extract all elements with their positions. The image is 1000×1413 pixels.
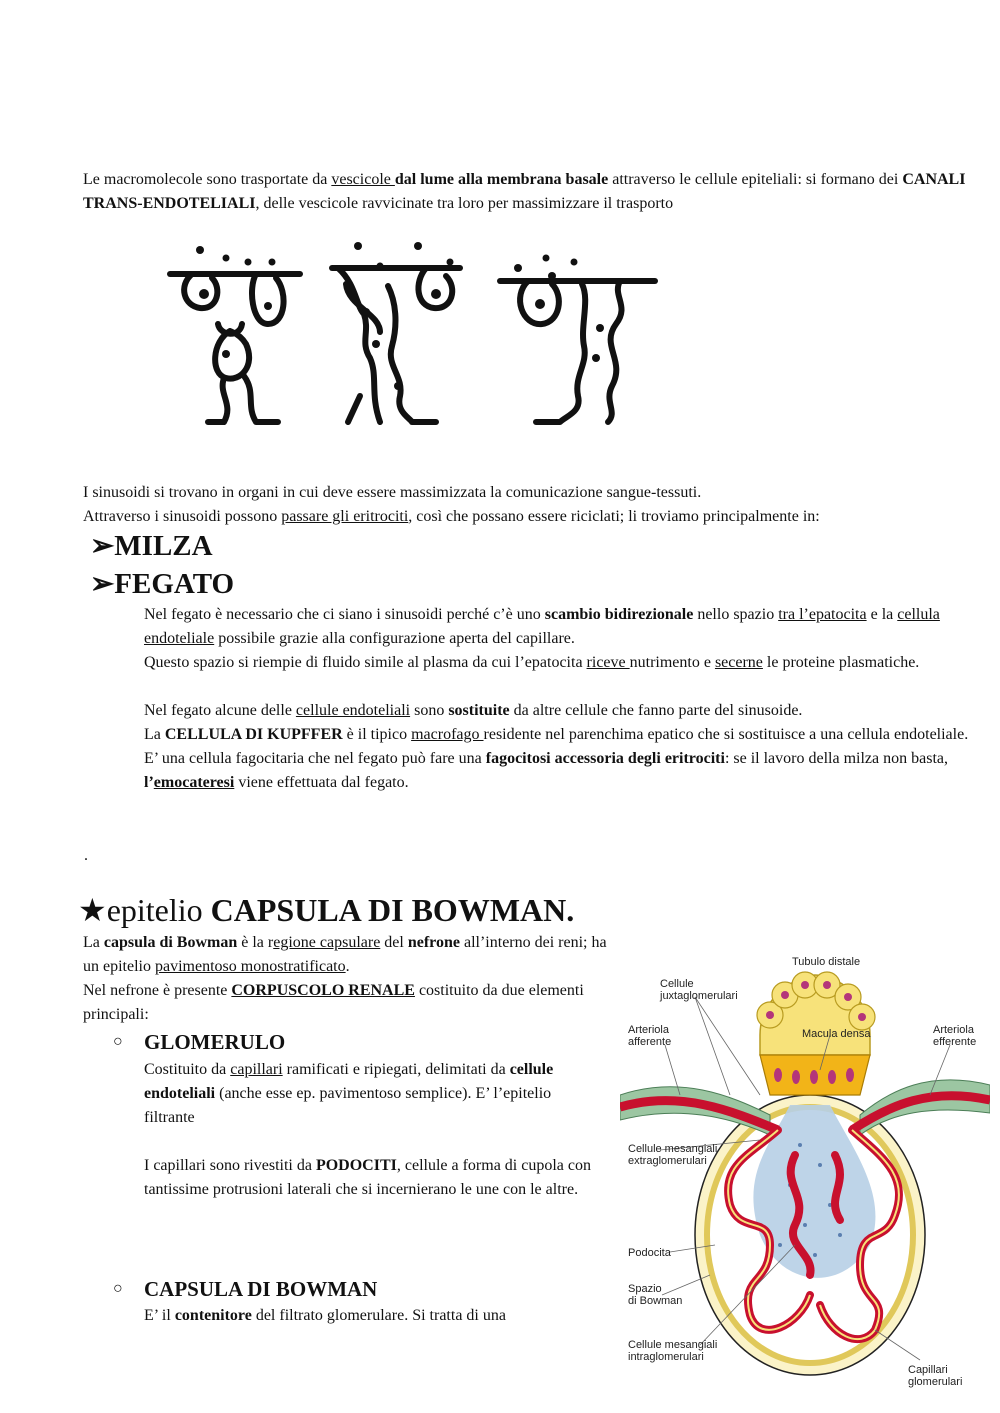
- glomerulo-text: I capillari sono rivestiti da: [144, 1157, 316, 1174]
- fegato-bold-part: l’: [144, 774, 154, 791]
- bowman-bold: capsula di Bowman: [103, 934, 238, 951]
- fegato-underline: riceve: [586, 654, 630, 671]
- intro-underline: vescicole: [331, 171, 395, 188]
- label-spazio-line: di Bowman: [628, 1295, 683, 1307]
- capsula-bullet: ○: [113, 1280, 123, 1297]
- fegato-text: viene effettuata dal fegato.: [234, 774, 409, 791]
- glomerulo-paragraph-1: [144, 1058, 604, 1130]
- fegato-bold: fagocitosi accessoria degli eritrociti: [485, 750, 725, 767]
- sinusoidi-text-2: , così che possano essere riciclati; li troviamo principalmente in:: [408, 508, 820, 525]
- fegato-underline: macrofago: [411, 726, 484, 743]
- bullet-fegato: ➢FEGATO: [90, 568, 235, 600]
- label-intra-line: intraglomerulari: [628, 1351, 704, 1363]
- bowman-underline: pavimentoso monostratificato: [154, 958, 346, 975]
- bowman-text: Nel nefrone è presente: [83, 982, 232, 999]
- label-capillari: [908, 1364, 962, 1388]
- bowman-text: La: [83, 934, 104, 951]
- fegato-paragraph-4: [144, 723, 984, 795]
- label-capillari-line: glomerulari: [908, 1376, 963, 1388]
- podociti-bold: PODOCITI: [315, 1157, 397, 1174]
- label-eff-line: Arteriola: [933, 1024, 974, 1036]
- renal-corpuscle-diagram: [620, 945, 990, 1395]
- glomerulo-underline: capillari: [230, 1061, 283, 1078]
- fegato-bold: [144, 774, 234, 791]
- fegato-bold: scambio bidirezionale: [544, 606, 694, 623]
- label-aff: [628, 1024, 671, 1048]
- capsula-bold: contenitore: [174, 1307, 252, 1324]
- fegato-text: da altre cellule che fanno parte del sinusoide.: [509, 702, 803, 719]
- label-spazio-line: Spazio: [628, 1283, 662, 1295]
- glomerulo-spacer: [144, 1130, 604, 1154]
- bowman-intro: [83, 931, 608, 1027]
- star-icon: ★: [78, 892, 107, 928]
- fegato-text: residente nel parenchima epatico che si sostituisce a una cellula endoteliale. E’ una cellula fagocitaria che nel fegato può fare una: [144, 726, 969, 767]
- label-macula-line: Macula densa: [802, 1028, 871, 1040]
- fegato-text: nello spazio: [693, 606, 779, 623]
- bowman-underline: egione capsulare: [273, 934, 381, 951]
- glomerulo-text: , cellule a forma di cupola con tantissime protrusioni laterali che si incernierano le une con le altre.: [144, 1157, 591, 1198]
- label-extra-line: Cellule mesangiali: [628, 1143, 718, 1155]
- bullet-milza: ➢MILZA: [90, 530, 213, 562]
- fegato-text: sono: [410, 702, 449, 719]
- bowman-text: all’interno dei reni; ha un epitelio: [83, 934, 607, 975]
- label-capillari-line: Capillari: [908, 1364, 948, 1376]
- fegato-bold-underline: emocateresi: [153, 774, 235, 791]
- intro-text-3: , delle vescicole ravvicinate tra loro per massimizzare il trasporto: [255, 195, 674, 212]
- fegato-text: Questo spazio si riempie di fluido simile al plasma da cui l’epatocita: [144, 654, 587, 671]
- fegato-text: e la: [866, 606, 898, 623]
- fegato-text: possibile grazie alla configurazione aperta del capillare.: [214, 630, 575, 647]
- fegato-paragraph-2: [144, 651, 984, 675]
- label-podocita-line: Podocita: [628, 1247, 671, 1259]
- bowman-bold: nefrone: [407, 934, 460, 951]
- label-tubulo-line: Tubulo distale: [792, 956, 861, 968]
- fegato-bold: sostituite: [448, 702, 510, 719]
- fegato-text: le proteine plasmatiche.: [762, 654, 920, 671]
- fegato-text: Nel fegato è necessario che ci siano i sinusoidi perché c’è uno: [144, 606, 545, 623]
- glomerulo-body: [144, 1058, 604, 1202]
- capsula-text: del filtrato glomerulare. Si tratta di una: [251, 1307, 506, 1324]
- fegato-underline: cellule endoteliali: [295, 702, 411, 719]
- intro-bold: dal lume alla membrana basale: [394, 171, 609, 188]
- bowman-text: è la r: [237, 934, 274, 951]
- label-aff-line: Arteriola: [628, 1024, 669, 1036]
- sinusoidi-underline: passare gli eritrociti: [281, 508, 409, 525]
- heading-prefix: epitelio: [106, 892, 211, 928]
- label-podocita: [628, 1247, 672, 1259]
- fegato-paragraph-1: [144, 603, 984, 651]
- label-eff: [933, 1024, 976, 1048]
- capsula-paragraph: [144, 1304, 604, 1328]
- label-eff-line: efferente: [933, 1036, 977, 1048]
- sinusoidi-text: Attraverso i sinusoidi possono: [83, 508, 282, 525]
- intro-bold-2: CANALI TRANS-ENDOTELIALI: [83, 171, 966, 212]
- label-tubulo: [792, 956, 860, 968]
- capsula-text: E’ il: [144, 1307, 175, 1324]
- vesicle-transport-figure: [160, 236, 660, 436]
- corpuscolo-renale: CORPUSCOLO RENALE: [231, 982, 415, 999]
- fegato-text: : se il lavoro della milza non basta,: [724, 750, 948, 767]
- intro-text-2: attraverso le cellule epiteliali: si formano dei: [608, 171, 903, 188]
- label-intra-line: Cellule mesangiali: [628, 1339, 718, 1351]
- fegato-underline: tra l’epatocita: [778, 606, 867, 623]
- fegato-text: nutrimento e: [629, 654, 715, 671]
- glomerulo-paragraph-2: [144, 1154, 604, 1202]
- label-intra: [628, 1339, 717, 1363]
- label-juxta-line: juxtaglomerulari: [660, 990, 738, 1002]
- bowman-text: .: [345, 958, 350, 975]
- label-juxta-line: Cellule: [660, 978, 694, 990]
- fegato-text: La: [144, 726, 165, 743]
- label-extra-line: extraglomerulari: [628, 1155, 707, 1167]
- fegato-paragraph-3: [144, 699, 984, 723]
- label-aff-line: afferente: [628, 1036, 672, 1048]
- fegato-block: [144, 603, 984, 795]
- fegato-text: Nel fegato alcune delle: [144, 702, 296, 719]
- fegato-text: è il tipico: [342, 726, 412, 743]
- label-macula: [802, 1028, 871, 1040]
- kupffer-bold: CELLULA DI KUPFFER: [164, 726, 343, 743]
- fegato-underline: secerne: [714, 654, 763, 671]
- fegato-underline: cellula endoteliale: [144, 606, 940, 647]
- label-spazio: [628, 1283, 682, 1307]
- capsula-title: CAPSULA DI BOWMAN: [144, 1277, 378, 1301]
- sinusoidi-line-1: I sinusoidi si trovano in organi in cui deve essere massimizzata la comunicazione sangue-tessuti.: [83, 484, 702, 501]
- label-juxta: [659, 978, 738, 1002]
- bowman-paragraph-1: [83, 931, 608, 979]
- glomerulo-text: Costituito da: [144, 1061, 231, 1078]
- bowman-text: del: [380, 934, 408, 951]
- stray-dot: .: [84, 847, 88, 864]
- glomerulo-bullet: ○: [113, 1033, 123, 1050]
- glomerulo-text: ramificati e ripiegati, delimitati da: [282, 1061, 510, 1078]
- section-heading-bowman: [78, 890, 574, 930]
- bowman-text: costituito da due elementi principali:: [83, 982, 584, 1023]
- bowman-paragraph-2: [83, 979, 608, 1027]
- label-extra: [628, 1143, 717, 1167]
- intro-text: Le macromolecole sono trasportate da: [83, 171, 332, 188]
- glomerulo-bold: cellule endoteliali: [144, 1061, 554, 1102]
- fegato-spacer: [144, 675, 984, 699]
- glomerulo-title: GLOMERULO: [144, 1030, 286, 1054]
- intro-paragraph: [83, 168, 983, 216]
- glomerulo-text: (anche esse ep. pavimentoso semplice). E’ l’epitelio filtrante: [144, 1085, 552, 1126]
- heading-title: CAPSULA DI BOWMAN.: [210, 892, 575, 928]
- sinusoidi-line-2: [83, 505, 993, 529]
